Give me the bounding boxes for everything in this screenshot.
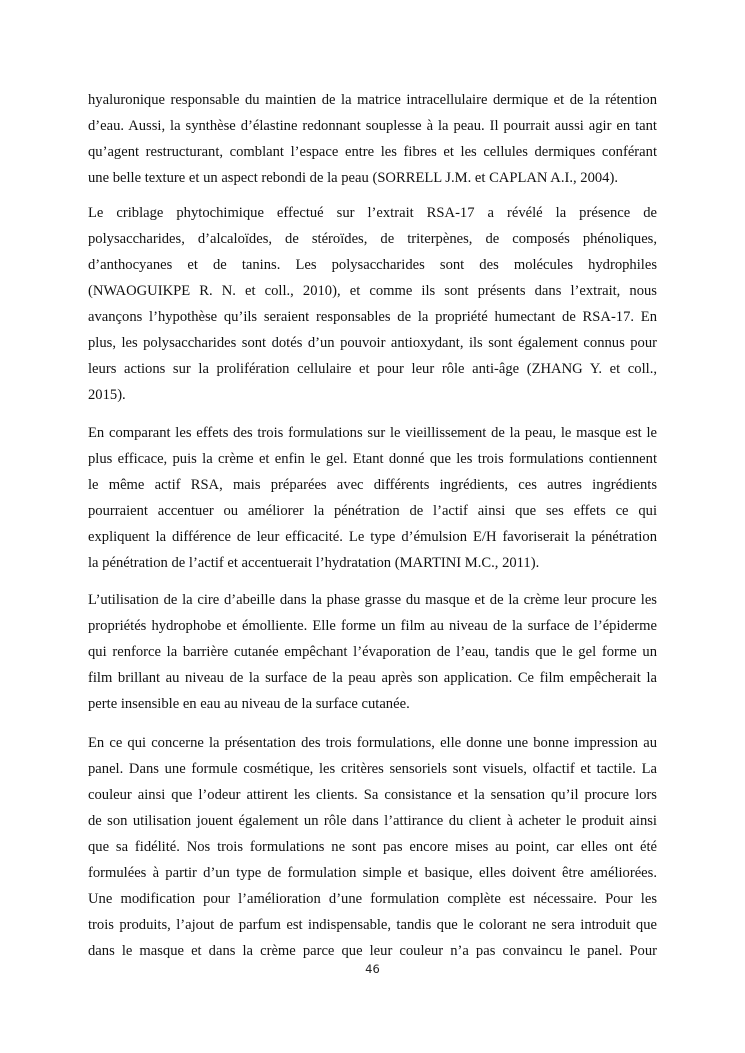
text-line: polysaccharides, d’alcaloïdes, de stéroïdes, de triterpènes, de composés phénoliques, <box>88 231 657 247</box>
paragraph-phytochemical-screening <box>88 200 657 408</box>
text-line: le même actif RSA, mais préparées avec différents ingrédients, ces autres ingrédients <box>88 477 657 493</box>
text-line: propriétés hydrophobe et émolliente. Elle forme un film au niveau de la surface de l’épiderme <box>88 618 657 634</box>
text-line: formulées à partir d’un type de formulation simple et basique, elles doivent être améliorées. <box>88 865 657 881</box>
page-number: 46 <box>365 962 380 976</box>
text-line: 2015). <box>88 387 126 403</box>
text-line: la pénétration de l’actif et accentuerait l’hydratation (MARTINI M.C., 2011). <box>88 555 540 571</box>
text-line: dans le masque et dans la crème parce que leur couleur n’a pas convaincu le panel. Pour <box>88 943 657 959</box>
paragraph-formulation-comparison <box>88 420 657 576</box>
text-line: pourraient accentuer ou améliorer la pénétration de l’actif ainsi que ses effets ce qui <box>88 503 657 519</box>
text-line: de son utilisation jouent également un rôle dans l’attirance du client à acheter le produit ainsi <box>88 813 657 829</box>
text-line: avançons l’hypothèse qu’ils seraient responsables de la propriété humectant de RSA-17. En <box>88 309 657 325</box>
text-line: leurs actions sur la prolifération cellulaire et pour leur rôle anti-âge (ZHANG Y. et coll., <box>88 361 657 377</box>
text-line: que sa fidélité. Nos trois formulations ne sont pas encore mises au point, car elles ont été <box>88 839 657 855</box>
text-line: L’utilisation de la cire d’abeille dans la phase grasse du masque et de la crème leur procure les <box>88 592 657 608</box>
text-line: expliquent la différence de leur efficacité. Le type d’émulsion E/H favoriserait la pénétration <box>88 529 657 545</box>
text-line: plus efficace, puis la crème et enfin le gel. Etant donné que les trois formulations contiennent <box>88 451 657 467</box>
text-line: film brillant au niveau de la surface de la peau après son application. Ce film empêcherait la <box>88 670 657 686</box>
text-line: plus, les polysaccharides sont dotés d’un pouvoir antioxydant, ils sont également connus pour <box>88 335 657 351</box>
text-line: couleur ainsi que l’odeur attirent les clients. Sa consistance et la sensation qu’il procure lors <box>88 787 657 803</box>
text-line: perte insensible en eau au niveau de la surface cutanée. <box>88 696 410 712</box>
text-line: qu’agent restructurant, comblant l’espace entre les fibres et les cellules dermiques conférant <box>88 144 657 160</box>
paragraph-presentation <box>88 730 657 964</box>
text-line: (NWAOGUIKPE R. N. et coll., 2010), et comme ils sont présents dans l’extrait, nous <box>88 283 657 299</box>
text-line: En ce qui concerne la présentation des trois formulations, elle donne une bonne impression au <box>88 735 657 751</box>
text-line: une belle texture et un aspect rebondi de la peau (SORRELL J.M. et CAPLAN A.I., 2004). <box>88 170 618 186</box>
text-line: qui renforce la barrière cutanée empêchant l’évaporation de l’eau, tandis que le gel forme un <box>88 644 657 660</box>
paragraph-beeswax <box>88 587 657 717</box>
text-line: Le criblage phytochimique effectué sur l’extrait RSA-17 a révélé la présence de <box>88 205 657 221</box>
text-line: panel. Dans une formule cosmétique, les critères sensoriels sont visuels, olfactif et tactile. La <box>88 761 657 777</box>
text-line: d’anthocyanes et de tanins. Les polysaccharides sont des molécules hydrophiles <box>88 257 657 273</box>
text-line: En comparant les effets des trois formulations sur le vieillissement de la peau, le masque est le <box>88 425 657 441</box>
paragraph-hyaluronic <box>88 87 657 191</box>
text-line: d’eau. Aussi, la synthèse d’élastine redonnant souplesse à la peau. Il pourrait aussi agir en tant <box>88 118 657 134</box>
text-line: hyaluronique responsable du maintien de la matrice intracellulaire dermique et de la rétention <box>88 92 657 108</box>
text-line: Une modification pour l’amélioration d’une formulation complète est nécessaire. Pour les <box>88 891 657 907</box>
text-line: trois produits, l’ajout de parfum est indispensable, tandis que le colorant ne sera introduit que <box>88 917 657 933</box>
